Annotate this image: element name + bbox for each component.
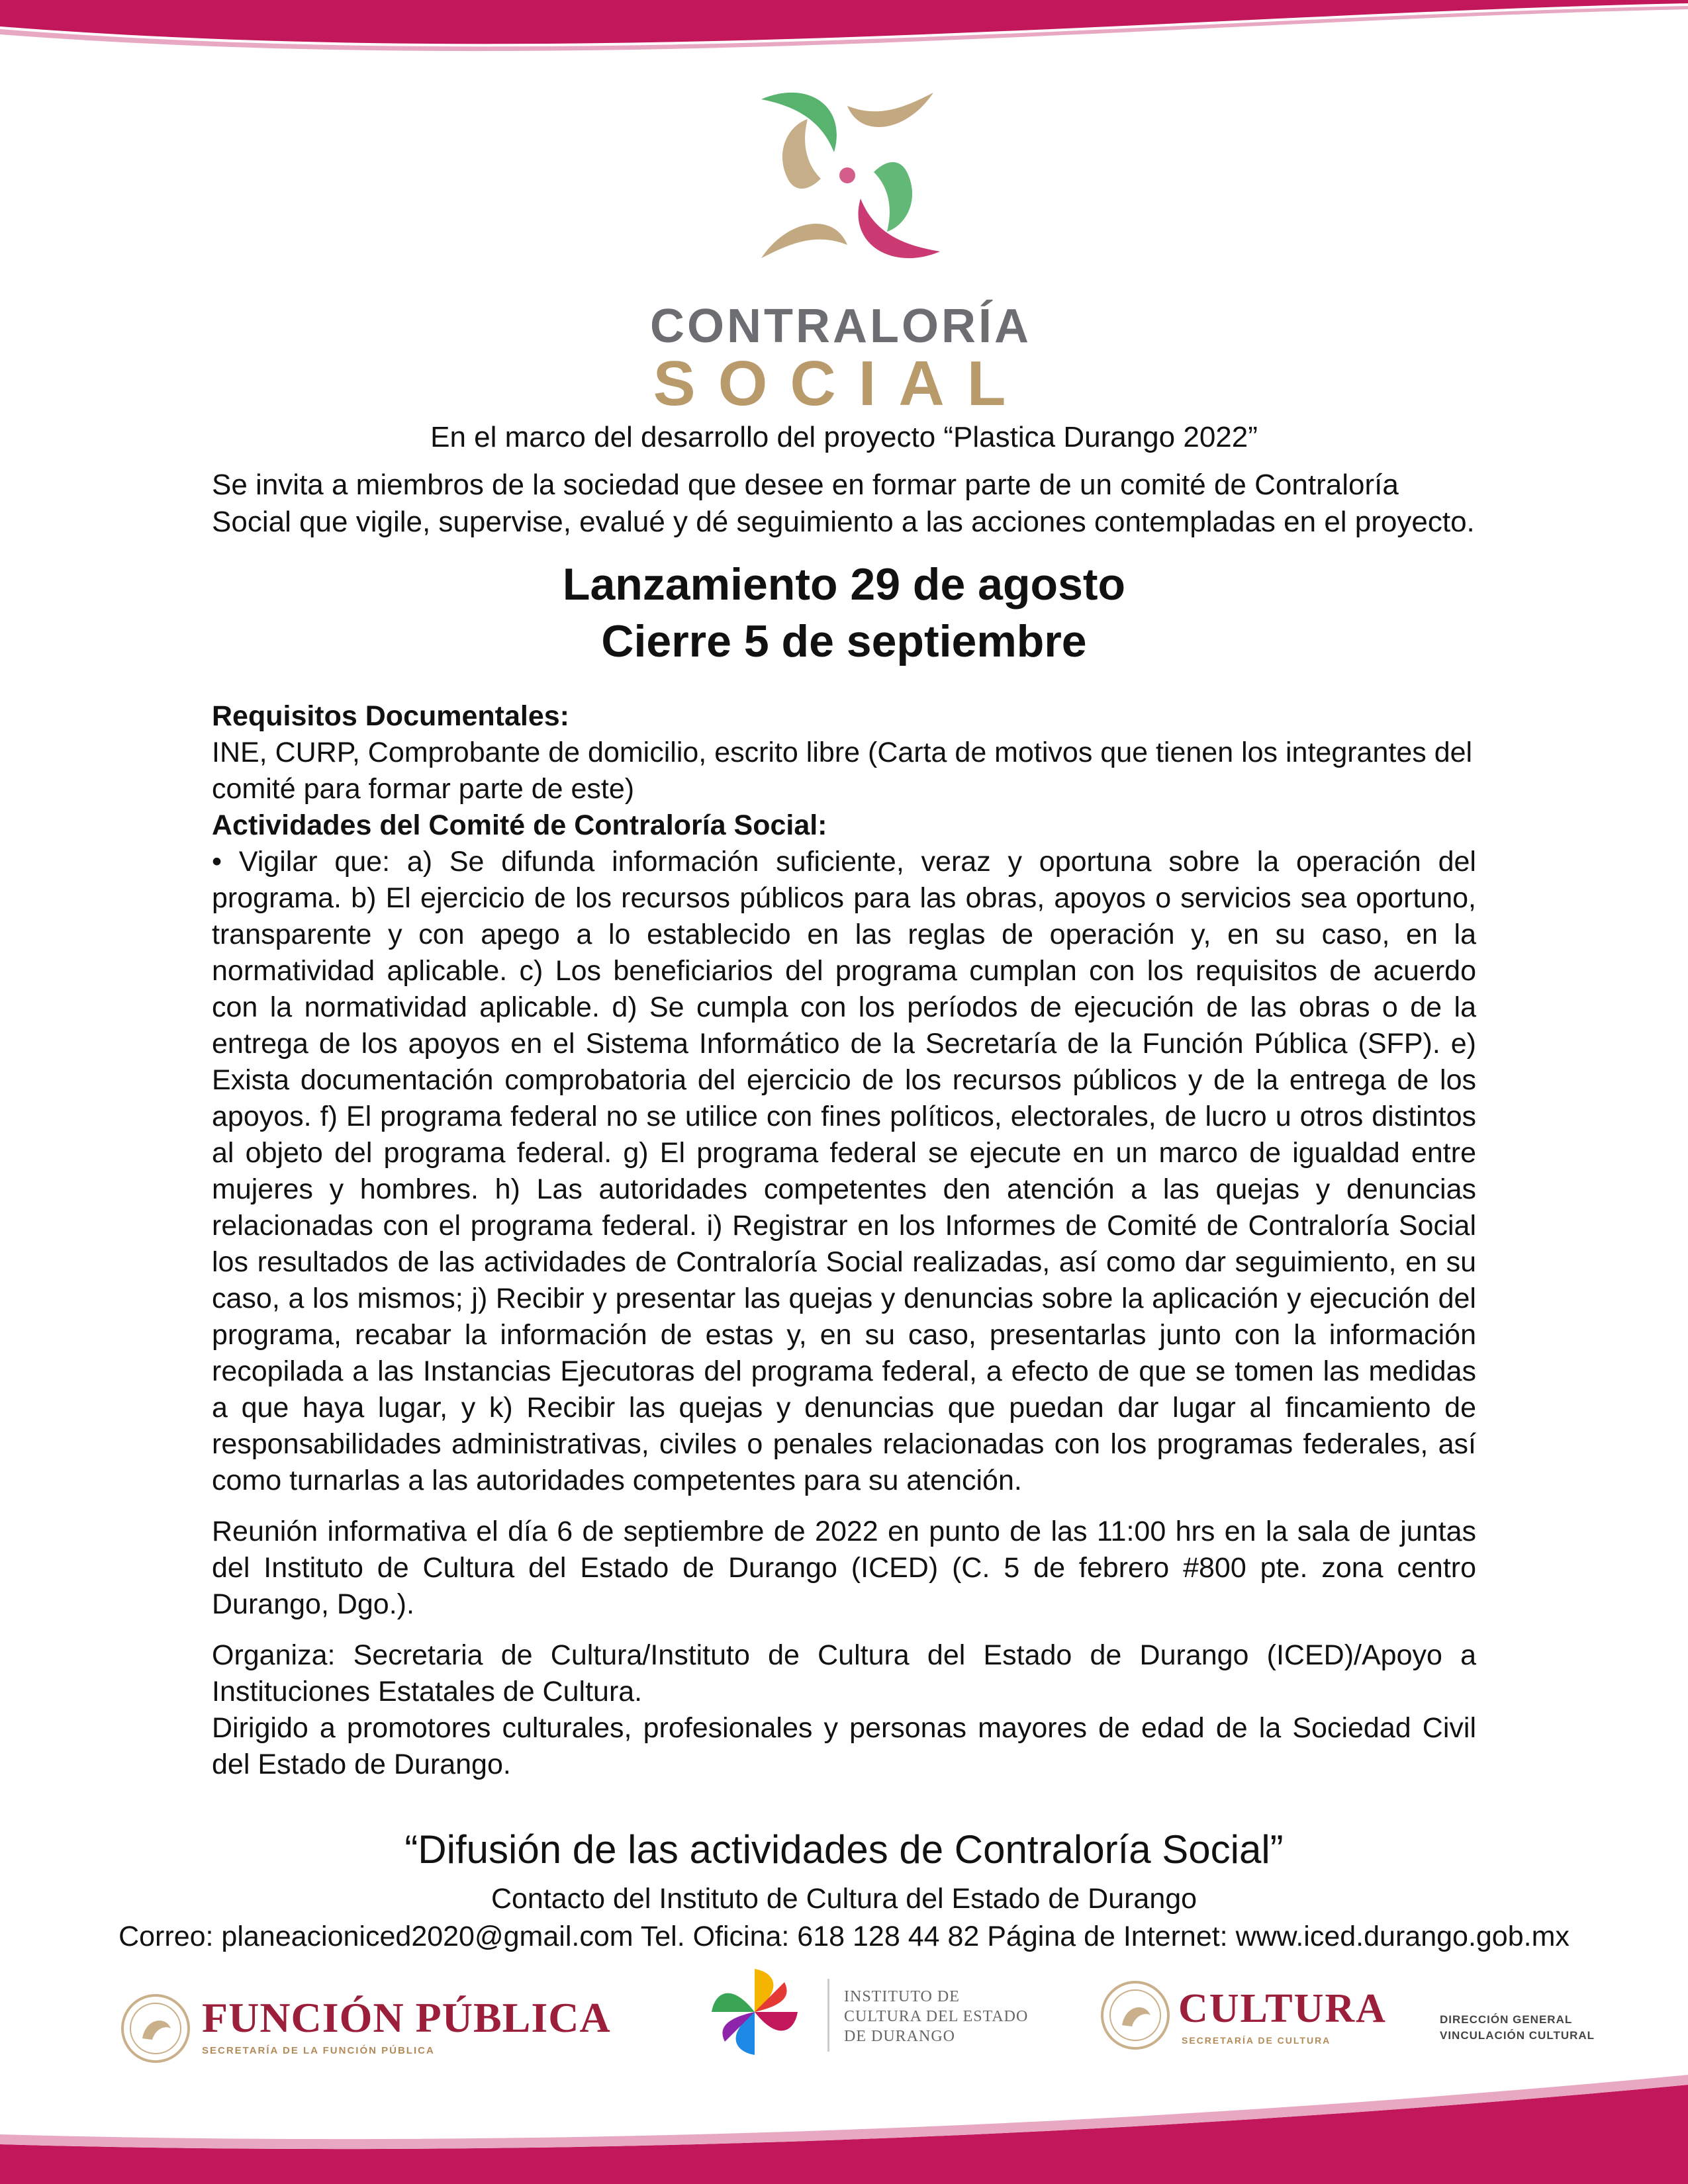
contact-line: Correo: planeacioniced2020@gmail.com Tel. Oficina: 618 128 44 82 Página de Internet: www.iced.durango.gob.mx [118,1921,1570,1952]
audience-text: Dirigido a promotores culturales, profesionales y personas mayores de edad de la Sociedad Civil del Estado de Durango. [212,1712,1476,1780]
activities-heading: Actividades del Comité de Contraloría Social: [212,809,827,841]
iced-name: INSTITUTO DE CULTURA DEL ESTADO DE DURANGO [844,1988,1029,2045]
top-decorative-band [0,0,1688,79]
contact-title: Contacto del Instituto de Cultura del Estado de Durango [491,1883,1197,1915]
direccion-general: DIRECCIÓN GENERAL VINCULACIÓN CULTURAL [1440,2013,1595,2042]
cultura-subtitle: SECRETARÍA DE CULTURA [1182,2035,1331,2046]
meeting-text: Reunión informativa el día 6 de septiembre de 2022 en punto de las 11:00 hrs en la sala de juntas del Instituto de Cultura del Estado de Durango (ICED) (C. 5 de febrero #800 pte. zona centro Durango, Dgo.). [212,1516,1476,1620]
dates-block [212,556,1476,670]
invite-paragraph: Se invita a miembros de la sociedad que desee en formar parte de un comité de Contraloría Social que vigile, supervise, evalué y dé seguimiento a las acciones contempladas en el proyecto. [212,469,1475,538]
requirements-heading: Requisitos Documentales: [212,700,569,732]
bottom-decorative-band [0,2019,1688,2184]
slogan: “Difusión de las actividades de Contraloría Social” [404,1827,1284,1872]
funcion-publica-title: FUNCIÓN PÚBLICA [202,1994,611,2041]
logo-wordmark-top: CONTRALORÍA [650,300,1031,353]
funcion-publica-subtitle: SECRETARÍA DE LA FUNCIÓN PÚBLICA [202,2045,435,2056]
cultura-title: CULTURA [1178,1986,1387,2031]
launch-date: Lanzamiento 29 de agosto [562,559,1126,610]
activities-text: • Vigilar que: a) Se difunda información suficiente, veraz y oportuna sobre la operación del programa. b) El ejercicio de los recursos públicos para las obras, apoyos o servicios sea oportuno, transparente y con apego a lo establecido en las reglas de operación y, en su caso, en la normatividad aplicable. c) Los beneficiarios del programa cumplan con los requisitos de acuerdo con la normatividad aplicable. d) Se cumpla con los períodos de ejecución de las obras o de la entrega de los apoyos en el Sistema Informático de la Secretaría de la Función Pública (SFP). e) Exista documentación comprobatoria del ejercicio de los recursos públicos y de la entrega de los apoyos. f) El programa federal no se utilice con fines políticos, electorales, de lucro u otros distintos al objeto del programa federal. g) El programa federal se ejecute en un marco de igualdad entre mujeres y hombres. h) Las autoridades competentes den atención a las quejas y denuncias relacionadas con el programa federal. i) Registrar en los Informes de Comité de Contraloría Social los resultados de las actividades de Contraloría Social realizadas, así como dar seguimiento, en su caso, a los mismos; j) Recibir y presentar las quejas y denuncias sobre la aplicación y ejecución del programa, recabar la información de estas y, en su caso, presentarlas junto con la información recopilada a las Instancias Ejecutoras del programa federal, a efecto de que se tomen las medidas a que haya lugar, y k) Recibir las quejas y denuncias que puedan dar lugar al fincamiento de responsabilidades administrativas, civiles o penales relacionadas con los programas federales, así como turnarlas a las autoridades competentes para su atención. [212,846,1476,1496]
intro-text: En el marco del desarrollo del proyecto “Plastica Durango 2022” [430,421,1258,453]
organizer-text: Organiza: Secretaria de Cultura/Instituto de Cultura del Estado de Durango (ICED)/Apoyo a Instituciones Estatales de Cultura. [212,1639,1476,1707]
contraloria-social-emblem-icon [748,79,947,271]
requirements-text: INE, CURP, Comprobante de domicilio, escrito libre (Carta de motivos que tienen los integrantes del comité para formar parte de este) [212,737,1473,805]
body-text [212,698,1476,1783]
logo-wordmark-bottom: SOCIAL [653,348,1029,419]
close-date: Cierre 5 de septiembre [601,616,1087,666]
